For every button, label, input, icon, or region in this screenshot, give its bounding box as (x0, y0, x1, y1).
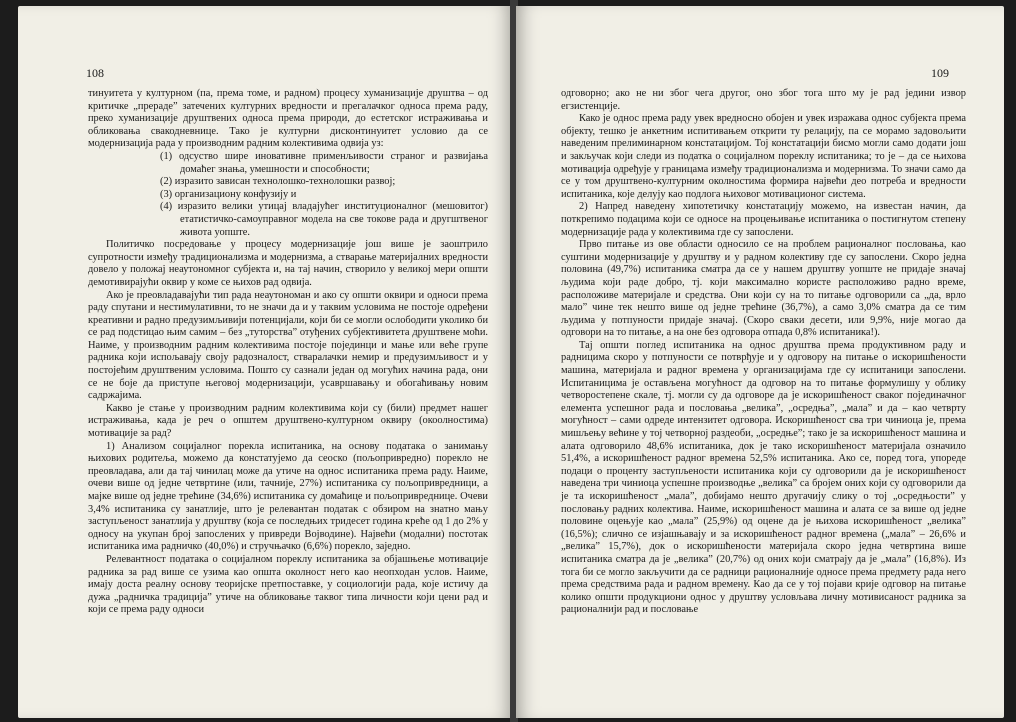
paragraph: Ако је преовладавајући тип рада неаутономан и ако су општи оквири и односи према раду спутани и нестимулативни, то не значи да и у таквим условима не постоје одређени креативни и радно предузимљивији потенцијали, који би се могли ослободити уколико би се рад подстицао њим самим – без „туторства” отуђених субјективитета друштвене моћи. Наиме, у производним радним колективима постоје појединци и мање или веће групе радника који испољавају своју радозналост, стваралачки немир и предузимљивост и у постојећим друштвеним условима. Пошто су сазнали један од могућих начина рада, они се не боје да приступе његовој модернизацији, усавршавању и обогаћивању новим садржајима. (88, 289, 488, 402)
paragraph: Релевантност података о социјалном пореклу испитаника за објашњење мотивације радника за рад више се узима као општа околност него као неопходан услов. Наиме, имају доста реалну основу теоријске претпоставке, у социологији рада, које истичу да дужа „радничка традиција” утиче на обликовање таквог типа личности који цени рад и који се према раду односи (88, 553, 488, 616)
paragraph: одговорно; ако не ни због чега другог, оно због тога што му је рад једини извор егзистенције. (561, 88, 966, 112)
list-item: (2) изразито зависан технолошко-технолошки развој; (160, 176, 396, 188)
paragraph: Политичко посредовање у процесу модернизације још више је заоштрило супротности између традиционализма и модернизма, а стварање материјалних вредности довело у положај неаутономног субјекта и, на тај начин, створило у великој мери општи демотивирајући оквир у коме се њихов рад одвија. (88, 239, 488, 288)
list-item: (4) изразито велики утицај владајућег институционалног (мешовитог) етатистичко-самоуправног модела на све токове рада и другштвеног живота уопште. (160, 201, 488, 238)
paragraph: 2) Напред наведену хипотетичку констатацију можемо, на известан начин, да поткрепимо подацима који се односе на процењивање испитаника о постигнутом степену модернизације рада у колективима где су запослени. (561, 201, 966, 238)
paragraph: 1) Анализом социјалног порекла испитаника, на основу података о занимању њихових родитеља, можемо да констатујемо да сеоско (пољопривредно) порекло не преовладава, али да тај чинилац може да утиче на однос испитаника према раду. Наиме, очеви више од једне четвртине (или, тачније, 27%) испитаника су пољопривредници, а мајке више од једне трећине (34,6%) испитаника су домаћице и пољопривреднице. Очеви 3,4% испитаника су занатлије, што је релевантан податак с обзиром на знатно мању заступљеност занатлија у друштву (која се последњих тридесет година креће од 1 до 2% у односу на укупан број запослених у привреди Војводине). Највећи (модални) постотак испитаника има радничко (40,0%) и стручњачко (6,6%) порекло, заједно. (88, 440, 488, 553)
paragraph: Прво питање из ове области односило се на проблем рационалног пословања, као суштини модернизације у друштву и у радном колективу где су запослени. Скоро једна половина (49,7%) испитаника сматра да се у нашем друштву уопште не придаје значај људима који раде добро, тј. који максимално користе расположиво радно време, расположиве материјале и средства. Они који су на то питање одговорили са „да, врло мало” чине тек нешто више од једне трећине (36,7%), а само 3,0% сматра да се тим људима у потпуности придаје значај. (Скоро сваки десети, или 9,9%, није могао да одговори на то питање, а на оне без одговора отпада 0,8% испитаника!). (561, 239, 966, 339)
right-page (516, 6, 1004, 718)
page-number-left: 108 (86, 66, 104, 80)
list-item: (1) одсуство шире иновативне применљивости страног и развијања домаћег знања, умешности и способности; (160, 150, 488, 175)
right-page-text (561, 88, 966, 617)
paragraph: тинуитета у културном (па, према томе, и радном) процесу хуманизације друштва – од критичке „прераде” затечених културних вредности и прегалачког односа према раду, преко хуманизације друштвених односа према природи, до естетског истраживања и обликовања свакодневнице. Тако је културни дисконтинуитет условио да се модернизација рада у производним радним колективима одвија уз: (88, 88, 488, 150)
list-item: (3) организациону конфузију и (160, 188, 297, 200)
left-page-text (88, 88, 488, 617)
page-number-right: 109 (931, 66, 949, 80)
left-page (18, 6, 512, 718)
paragraph: Како је однос према раду увек вредносно обојен и увек изражава однос субјекта према објекту, тешко је анкетним испитивањем открити ту релацију, па се морамо задовољити наведеним прелиминарном констатацијом. Тој констатацији бисмо могли само додати још и закључак који следи из податка о социјалном пореклу испитаника; то је – да се њихова мотивација одређује у границама између традиционализма и модернизма. То значи само да се у том друштвено-културним околностима формира највећи део потреба и вредности испитаника, које делују као подлога њиховог мотивационог система. (561, 113, 966, 200)
conditions-list (88, 151, 488, 239)
paragraph: Какво је стање у производним радним колективима који су (били) предмет нашег истраживања, када је реч о општем друштвено-културном оквиру (окоолностима) мотивације за рад? (88, 402, 488, 440)
paragraph: Тај општи поглед испитаника на однос друштва према продуктивном раду и радницима скоро у потпуности се потврђује и у одговору на питање о искоришћености машина, материјала и радног времена у организацијама где су испитаници запослени. Испитаницима је остављена могућност да одговор на то питање формулишу у облику четворостепене скале, тј. могли су да одговоре да је искоришћеност сваког појединачног елемента успешног рада и пословања „велика”, „осредња”, „мала” и да – као четврту могућност – сами одреде интензитет одговора. Искоришћеност сва три чиниоца је, према мишљењу већине у тој четворној раздеоби, „осредње”; тако је за искоришћеност машина и алата одговорило 48,6% испитаника, док је тако искоришћеност материјала означило 51,4%, а искоришћеност радног времена 52,5% испитаника. Ако се, поред тога, упореде подаци о проценту заступљености испитаника који су одговорили да је искоришћеност наведена три чиниоца успешне производње „велика” са бројем оних који су одговорили да је та искоришћеност „мала”, добијамо нешто другачију слику о тој „осредњости” у пословању радних колектива. Наиме, искоришћеност машина и алата се за више од једне половине оцењује као „мала” (25,9%) од оцене да је њихова искоришћеност „велика” (16,5%); слично се изјашњавају и за искоришћеност радног времена („мала” – 26,6% и „велика” 15,7%), док о искоришћености материјала скоро једна четвртина више испитаника сматра да је „велика” (20,7%) од оних који сматрају да је „мала” (16,8%). Из тога би се могло закључити да се радници рационалније односе према предмету рада него према средствима рада и радном времену. Као да се у тој појави крије одговор на питање колико општи продукциони однос у друштву условљава личну мотивисаност радника за рационалнији рад и пословање (561, 339, 966, 616)
